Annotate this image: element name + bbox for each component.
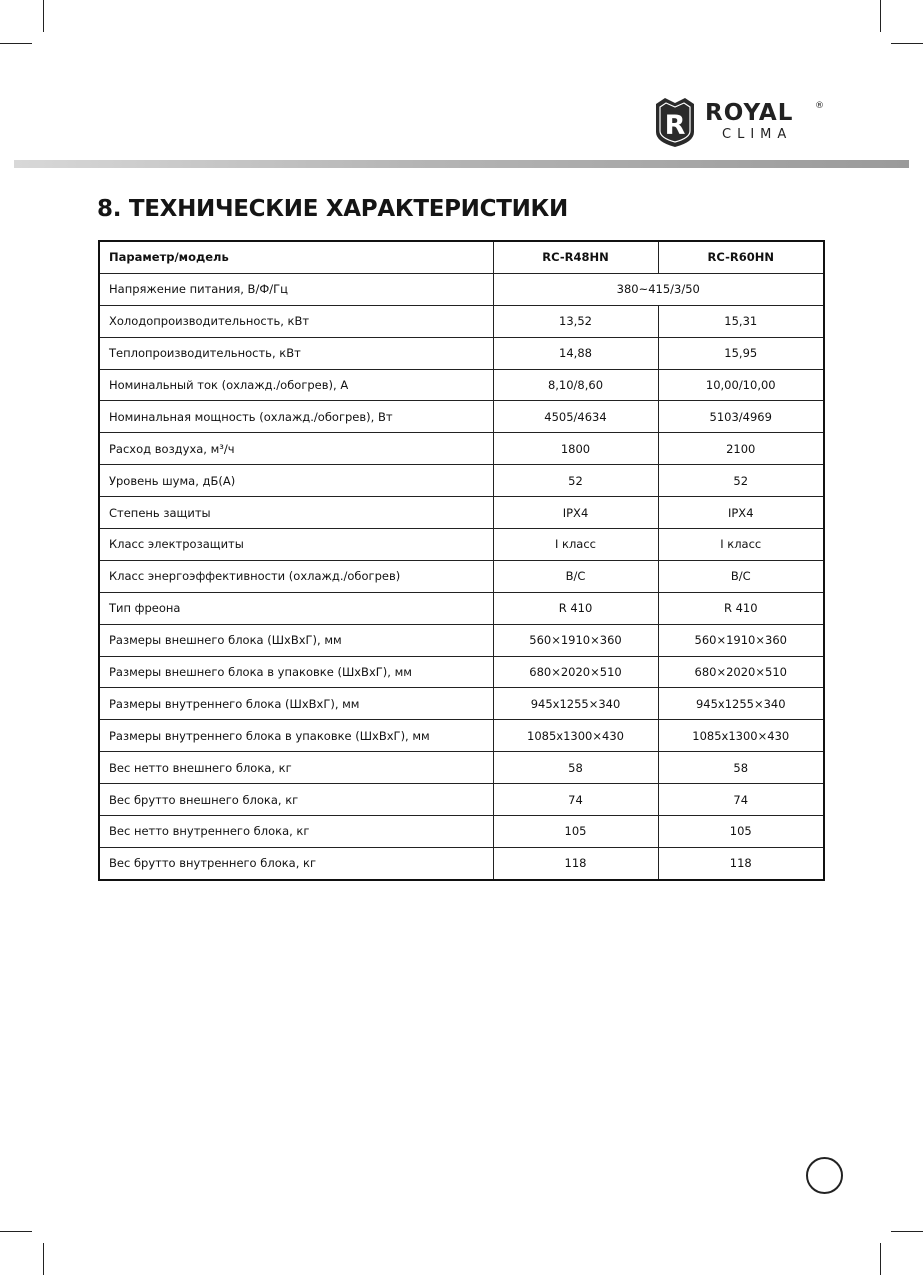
table-row bbox=[99, 656, 824, 688]
table-row bbox=[99, 592, 824, 624]
crop-mark-tl-h bbox=[0, 43, 32, 44]
row-value-model-1: I класс bbox=[493, 529, 658, 561]
row-value-model-2: B/C bbox=[658, 560, 824, 592]
header-param: Параметр/модель bbox=[99, 241, 493, 273]
royal-clima-logo bbox=[652, 96, 827, 152]
row-value-model-1: 945x1255×340 bbox=[493, 688, 658, 720]
row-label: Вес брутто внешнего блока, кг bbox=[99, 784, 493, 816]
row-value-model-2: 1085x1300×430 bbox=[658, 720, 824, 752]
row-label: Номинальная мощность (охлажд./обогрев), Вт bbox=[99, 401, 493, 433]
row-label: Теплопроизводительность, кВт bbox=[99, 337, 493, 369]
row-value-model-2: 74 bbox=[658, 784, 824, 816]
table-row bbox=[99, 433, 824, 465]
row-label: Расход воздуха, м³/ч bbox=[99, 433, 493, 465]
row-label: Уровень шума, дБ(А) bbox=[99, 465, 493, 497]
table-row bbox=[99, 720, 824, 752]
header-model-1: RC-R48HN bbox=[493, 241, 658, 273]
header-rule bbox=[14, 160, 909, 168]
crop-mark-tr-v bbox=[880, 0, 881, 32]
table-row bbox=[99, 752, 824, 784]
row-value-model-1: 52 bbox=[493, 465, 658, 497]
row-value-model-1: 560×1910×360 bbox=[493, 624, 658, 656]
row-value-model-1: IPX4 bbox=[493, 497, 658, 529]
row-value-model-2: 118 bbox=[658, 847, 824, 879]
row-value-model-2: 2100 bbox=[658, 433, 824, 465]
row-label: Напряжение питания, В/Ф/Гц bbox=[99, 273, 493, 305]
table-row bbox=[99, 560, 824, 592]
table-row bbox=[99, 465, 824, 497]
table-row bbox=[99, 816, 824, 848]
row-value-model-1: 58 bbox=[493, 752, 658, 784]
row-label: Класс энергоэффективности (охлажд./обогрев) bbox=[99, 560, 493, 592]
row-value-model-1: B/C bbox=[493, 560, 658, 592]
row-value-model-2: I класс bbox=[658, 529, 824, 561]
row-value-model-1: 74 bbox=[493, 784, 658, 816]
row-value-model-2: 58 bbox=[658, 752, 824, 784]
row-value-model-2: 15,31 bbox=[658, 305, 824, 337]
shield-emblem-icon bbox=[652, 96, 698, 148]
table-row bbox=[99, 305, 824, 337]
table-row bbox=[99, 624, 824, 656]
header-model-2: RC-R60HN bbox=[658, 241, 824, 273]
table-row bbox=[99, 497, 824, 529]
page-number-circle bbox=[806, 1157, 843, 1194]
row-value-model-2: 15,95 bbox=[658, 337, 824, 369]
row-label: Размеры внутреннего блока (ШхВхГ), мм bbox=[99, 688, 493, 720]
row-value-model-1: 1800 bbox=[493, 433, 658, 465]
crop-mark-tr-h bbox=[891, 43, 923, 44]
row-value-model-2: 560×1910×360 bbox=[658, 624, 824, 656]
row-value-model-2: 5103/4969 bbox=[658, 401, 824, 433]
row-value-model-1: 105 bbox=[493, 816, 658, 848]
crop-mark-br-h bbox=[891, 1231, 923, 1232]
row-value-model-2: 680×2020×510 bbox=[658, 656, 824, 688]
row-label: Вес нетто внутреннего блока, кг bbox=[99, 816, 493, 848]
row-value-model-2: IPX4 bbox=[658, 497, 824, 529]
row-value-model-1: 680×2020×510 bbox=[493, 656, 658, 688]
row-label: Размеры внутреннего блока в упаковке (ШхВхГ), мм bbox=[99, 720, 493, 752]
spec-table bbox=[98, 240, 825, 881]
row-label: Номинальный ток (охлажд./обогрев), А bbox=[99, 369, 493, 401]
row-value-model-1: 13,52 bbox=[493, 305, 658, 337]
crop-mark-tl-v bbox=[43, 0, 44, 32]
row-value-model-1: 8,10/8,60 bbox=[493, 369, 658, 401]
crop-mark-br-v bbox=[880, 1243, 881, 1275]
row-label: Холодопроизводительность, кВт bbox=[99, 305, 493, 337]
brand-subtitle: CLIMA bbox=[722, 127, 793, 142]
page-title: 8. ТЕХНИЧЕСКИЕ ХАРАКТЕРИСТИКИ bbox=[97, 196, 568, 222]
row-value-model-1: R 410 bbox=[493, 592, 658, 624]
table-header-row bbox=[99, 241, 824, 273]
row-value-model-2: 945x1255×340 bbox=[658, 688, 824, 720]
row-value-model-1: 14,88 bbox=[493, 337, 658, 369]
table-row bbox=[99, 847, 824, 879]
row-value-model-1: 118 bbox=[493, 847, 658, 879]
table-row bbox=[99, 529, 824, 561]
row-label: Вес нетто внешнего блока, кг bbox=[99, 752, 493, 784]
row-value-model-2: 105 bbox=[658, 816, 824, 848]
crop-mark-bl-v bbox=[43, 1243, 44, 1275]
table-row bbox=[99, 273, 824, 305]
registered-mark: ® bbox=[815, 101, 824, 111]
row-label: Класс электрозащиты bbox=[99, 529, 493, 561]
row-label: Размеры внешнего блока (ШхВхГ), мм bbox=[99, 624, 493, 656]
row-value-model-2: 10,00/10,00 bbox=[658, 369, 824, 401]
row-value-model-1: 1085x1300×430 bbox=[493, 720, 658, 752]
row-label: Вес брутто внутреннего блока, кг bbox=[99, 847, 493, 879]
row-label: Размеры внешнего блока в упаковке (ШхВхГ), мм bbox=[99, 656, 493, 688]
table-row bbox=[99, 784, 824, 816]
table-row bbox=[99, 688, 824, 720]
emblem-letter: R bbox=[664, 110, 686, 141]
row-value-model-2: 52 bbox=[658, 465, 824, 497]
table-row bbox=[99, 369, 824, 401]
row-value-merged: 380~415/3/50 bbox=[493, 273, 824, 305]
row-value-model-2: R 410 bbox=[658, 592, 824, 624]
table-row bbox=[99, 337, 824, 369]
row-value-model-1: 4505/4634 bbox=[493, 401, 658, 433]
brand-name: ROYAL bbox=[705, 100, 794, 126]
crop-mark-bl-h bbox=[0, 1231, 32, 1232]
row-label: Степень защиты bbox=[99, 497, 493, 529]
row-label: Тип фреона bbox=[99, 592, 493, 624]
table-row bbox=[99, 401, 824, 433]
